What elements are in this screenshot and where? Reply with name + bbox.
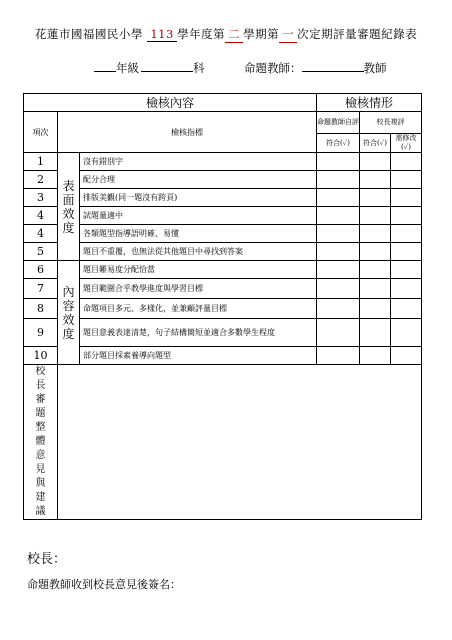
- opinion-char: 議: [35, 506, 46, 517]
- criteria-text: 配分合理: [80, 171, 317, 189]
- semester-value: 二: [225, 26, 243, 43]
- principal-signature-label: 校長：: [27, 552, 67, 567]
- group-char: 表: [62, 178, 75, 193]
- row-number: 1: [24, 153, 58, 171]
- check-cell[interactable]: [391, 189, 422, 207]
- row-number: 7: [24, 279, 58, 299]
- row-number: 2: [24, 171, 58, 189]
- group-char: 效: [62, 312, 75, 327]
- check-cell[interactable]: [391, 261, 422, 279]
- check-cell[interactable]: [360, 225, 391, 243]
- row-number: 6: [24, 261, 58, 279]
- school-name: 花蓮市國福國民小學: [34, 27, 143, 41]
- group-char: 度: [62, 326, 75, 341]
- opinion-char: 體: [35, 436, 46, 447]
- group-char: 效: [62, 206, 75, 221]
- opinion-char: 題: [35, 408, 46, 419]
- check-cell[interactable]: [360, 299, 391, 319]
- header-check-content: 檢核內容: [24, 94, 317, 112]
- opinion-char: 審: [35, 394, 46, 405]
- check-cell[interactable]: [391, 319, 422, 347]
- criteria-text: 沒有錯別字: [80, 153, 317, 171]
- group-char: 度: [62, 220, 75, 235]
- check-cell[interactable]: [317, 153, 360, 171]
- subject-label: 科: [193, 61, 205, 75]
- document-title: [0, 26, 452, 43]
- check-cell[interactable]: [360, 347, 391, 365]
- grade-field: [94, 60, 139, 76]
- check-cell[interactable]: [317, 319, 360, 347]
- row-number: 3: [24, 189, 58, 207]
- group-surface-validity: [58, 153, 80, 261]
- group-char: 容: [62, 298, 75, 313]
- criteria-text: 各類題型指導語明確、易懂: [80, 225, 317, 243]
- header-self-eval: 命題教師自評: [317, 112, 360, 134]
- opinion-char: 長: [35, 380, 46, 391]
- criteria-text: 題目不重覆，也無法從其他題目中尋找到答案: [80, 243, 317, 261]
- criteria-text: 排版美觀(同一題沒有跨頁): [80, 189, 317, 207]
- criteria-text: 題目範圍合乎教學進度與學習目標: [80, 279, 317, 299]
- header-item: 項次: [24, 112, 58, 153]
- check-cell[interactable]: [391, 153, 422, 171]
- group-char: 面: [62, 192, 75, 207]
- title-part-3: 次定期評量審題紀錄表: [297, 27, 418, 41]
- check-cell[interactable]: [391, 279, 422, 299]
- check-cell[interactable]: [317, 261, 360, 279]
- group-char: 內: [62, 284, 75, 299]
- header-check-status: 檢核情形: [317, 94, 422, 112]
- opinion-char: 與: [35, 478, 46, 489]
- row-number: 4: [24, 207, 58, 225]
- check-cell[interactable]: [391, 299, 422, 319]
- teacher-label: 命題教師：: [244, 61, 302, 75]
- check-cell[interactable]: [317, 171, 360, 189]
- check-cell[interactable]: [391, 347, 422, 365]
- check-cell[interactable]: [317, 207, 360, 225]
- row-number: 5: [24, 243, 58, 261]
- self-check-label: 符合(✓): [317, 134, 360, 153]
- check-cell[interactable]: [360, 207, 391, 225]
- review-table: [23, 93, 422, 520]
- criteria-text: 命題項目多元、多樣化，並兼顧評量目標: [80, 299, 317, 319]
- check-cell[interactable]: [391, 171, 422, 189]
- group-content-validity: [58, 261, 80, 365]
- check-cell[interactable]: [391, 243, 422, 261]
- criteria-text: 題目難易度分配恰當: [80, 261, 317, 279]
- exam-number: 一: [279, 26, 297, 43]
- check-cell[interactable]: [360, 171, 391, 189]
- check-cell[interactable]: [360, 189, 391, 207]
- row-number: 9: [24, 319, 58, 347]
- principal-opinion-field[interactable]: [58, 365, 422, 520]
- check-cell[interactable]: [317, 189, 360, 207]
- subject-field: [141, 60, 205, 76]
- check-cell[interactable]: [317, 243, 360, 261]
- check-cell[interactable]: [360, 243, 391, 261]
- row-number: 10: [24, 347, 58, 365]
- review-pass-label: 符合(✓): [360, 134, 391, 153]
- check-cell[interactable]: [360, 319, 391, 347]
- row-number: 4: [24, 225, 58, 243]
- check-cell[interactable]: [391, 225, 422, 243]
- opinion-char: 整: [35, 422, 46, 433]
- header-criteria: 檢核指標: [58, 112, 317, 153]
- check-cell[interactable]: [360, 261, 391, 279]
- check-cell[interactable]: [391, 207, 422, 225]
- header-principal-review: 校長複評: [360, 112, 422, 134]
- school-year: 113: [147, 27, 177, 42]
- opinion-char: 意: [35, 450, 46, 461]
- check-cell[interactable]: [317, 347, 360, 365]
- title-part-2: 學期第: [243, 27, 280, 41]
- check-cell[interactable]: [360, 279, 391, 299]
- row-number: 8: [24, 299, 58, 319]
- grade-label: 年級: [116, 61, 139, 75]
- opinion-char: 校: [35, 366, 46, 377]
- check-cell[interactable]: [317, 279, 360, 299]
- teacher-suffix: 教師: [363, 61, 387, 75]
- review-revise-label: 需修改(✓): [391, 134, 422, 153]
- opinion-char: 建: [35, 492, 46, 503]
- teacher-field: [244, 60, 387, 76]
- teacher-signature-label: 命題教師收到校長意見後簽名：: [27, 578, 181, 591]
- check-cell[interactable]: [360, 153, 391, 171]
- opinion-char: 見: [35, 464, 46, 475]
- check-cell[interactable]: [317, 299, 360, 319]
- check-cell[interactable]: [317, 225, 360, 243]
- criteria-text: 試題量適中: [80, 207, 317, 225]
- principal-opinion-label: [24, 365, 58, 520]
- criteria-text: 題目意義表達清楚，句子結構簡短並適合多數學生程度: [80, 319, 317, 347]
- criteria-text: 部分題目採素養導向題型: [80, 347, 317, 365]
- title-part-1: 學年度第: [177, 27, 226, 41]
